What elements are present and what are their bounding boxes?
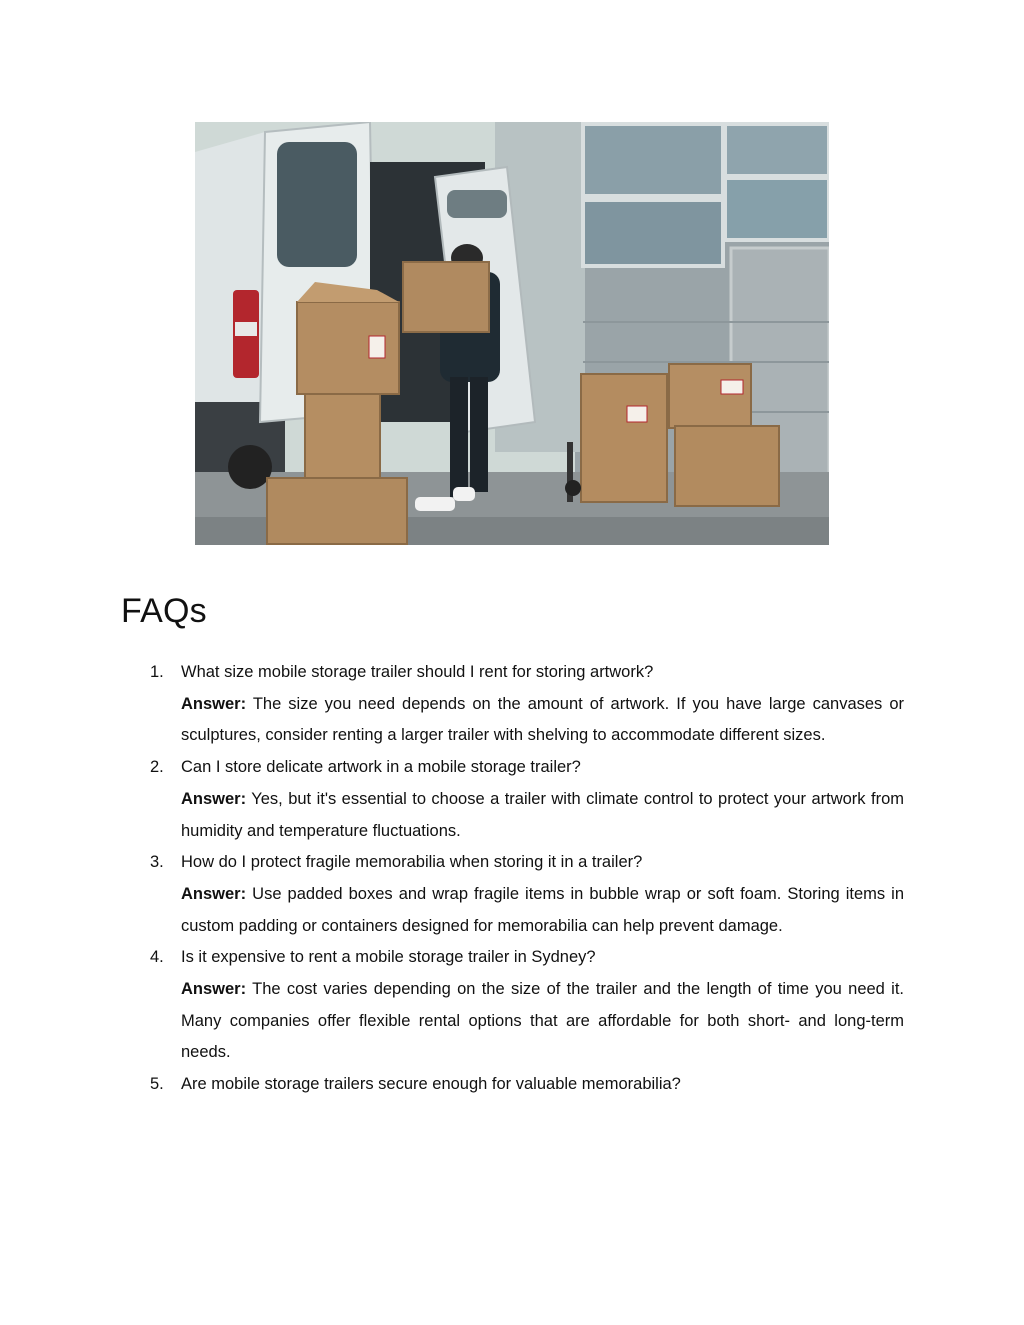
faq-answer bbox=[181, 974, 904, 1069]
faq-number: 4. bbox=[150, 948, 164, 967]
answer-label: Answer: bbox=[181, 884, 247, 903]
faq-item bbox=[150, 847, 904, 942]
faq-answer bbox=[181, 784, 904, 847]
faq-answer bbox=[181, 879, 904, 942]
delivery-van-photo bbox=[195, 122, 829, 545]
answer-label: Answer: bbox=[181, 980, 247, 999]
faq-number: 2. bbox=[150, 758, 164, 777]
faq-item bbox=[150, 752, 904, 847]
faq-item bbox=[150, 1069, 904, 1101]
answer-text: Yes, but it's essential to choose a trailer with climate control to protect your artwork from humidity and temperature fluctuations. bbox=[181, 789, 904, 840]
faq-question: How do I protect fragile memorabilia when storing it in a trailer? bbox=[181, 853, 643, 872]
faq-answer bbox=[181, 689, 904, 752]
answer-text: The size you need depends on the amount of artwork. If you have large canvases or sculptures, consider renting a larger trailer with shelving to accommodate different sizes. bbox=[181, 694, 904, 745]
answer-text: Use padded boxes and wrap fragile items in bubble wrap or soft foam. Storing items in custom padding or containers designed for memorabilia can help prevent damage. bbox=[181, 884, 905, 935]
faq-question: Is it expensive to rent a mobile storage trailer in Sydney? bbox=[181, 948, 596, 967]
answer-label: Answer: bbox=[181, 789, 247, 808]
faq-item bbox=[150, 942, 904, 1069]
faq-number: 1. bbox=[150, 663, 164, 681]
faq-number: 3. bbox=[150, 853, 164, 872]
page-title: FAQs bbox=[121, 592, 207, 630]
answer-text: The cost varies depending on the size of the trailer and the length of time you need it. Many companies offer flexible rental options that are affordable for both short- and long-term needs. bbox=[181, 980, 904, 1062]
answer-label: Answer: bbox=[181, 694, 247, 713]
faq-number: 5. bbox=[150, 1075, 164, 1094]
faq-question: What size mobile storage trailer should I rent for storing artwork? bbox=[181, 663, 654, 681]
faq-question: Are mobile storage trailers secure enough for valuable memorabilia? bbox=[181, 1075, 681, 1094]
faq-item bbox=[150, 657, 904, 752]
faq-question: Can I store delicate artwork in a mobile storage trailer? bbox=[181, 758, 581, 777]
faq-list bbox=[150, 657, 904, 1101]
